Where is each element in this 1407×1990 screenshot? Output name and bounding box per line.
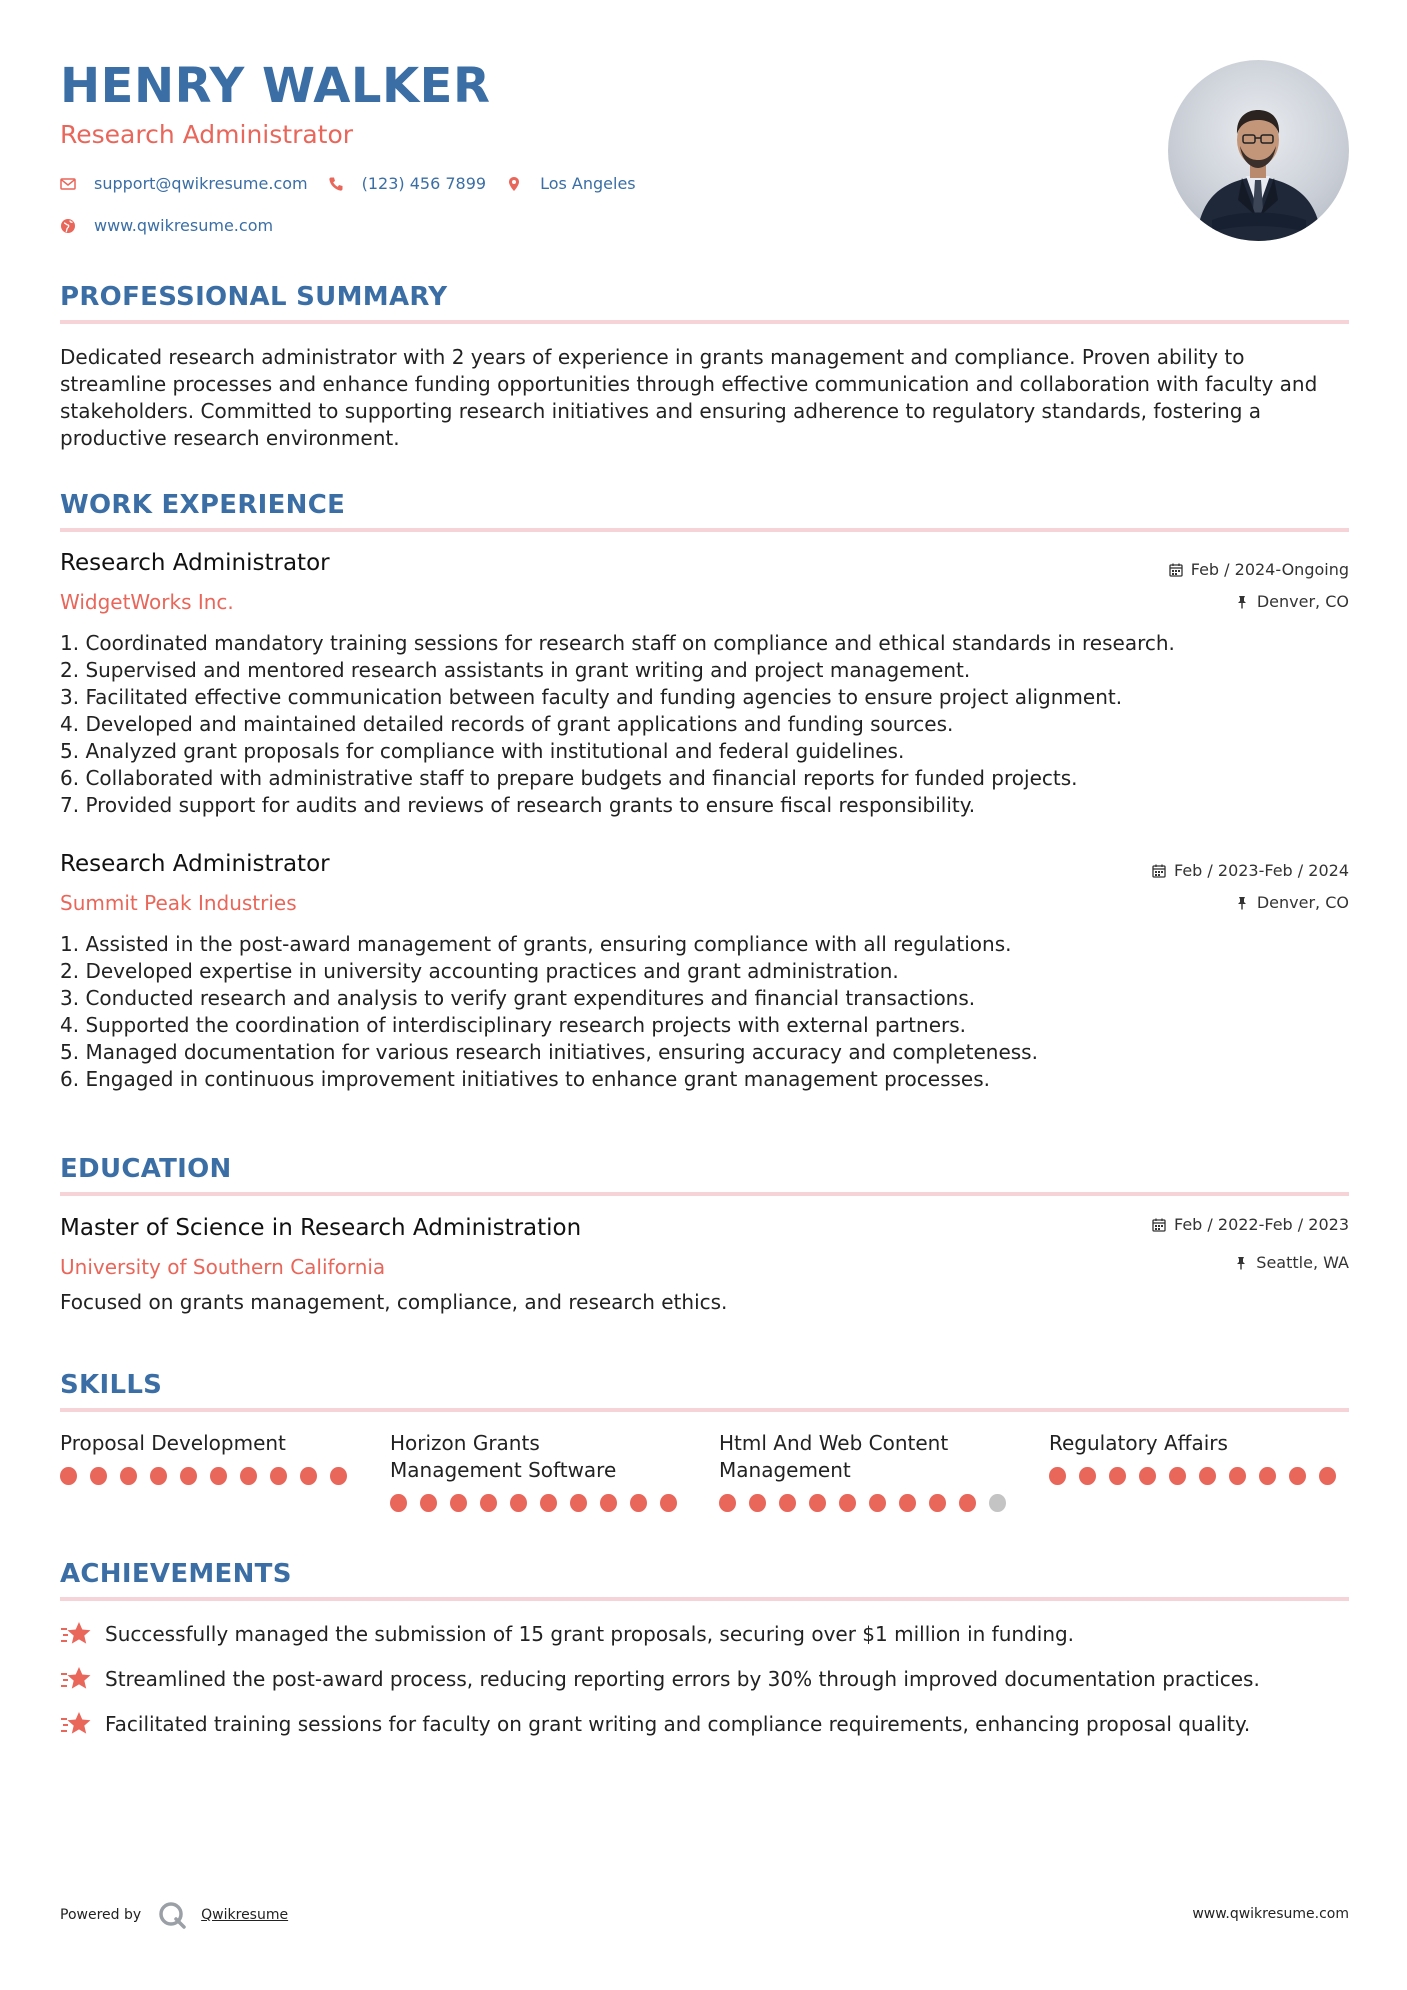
summary-text: Dedicated research administrator with 2 years of experience in grants management and compliance. Proven ability to streamline processes and enhance funding opportunities through effective communication and collaboration with faculty and stakeholders. Committed to supporting research initiatives and ensuring adherence to regulatory standards, fostering a productive research environment. <box>60 345 1318 450</box>
rating-dot-empty <box>989 1494 1006 1512</box>
portrait-image <box>1168 60 1349 241</box>
rating-dot-filled <box>660 1494 677 1512</box>
rating-dot-filled <box>450 1494 467 1512</box>
job-title: Research Administrator <box>60 851 330 877</box>
pushpin-icon <box>1235 595 1249 609</box>
education-location-text: Seattle, WA <box>1256 1253 1349 1272</box>
achievement-text: Facilitated training sessions for faculty on grant writing and compliance requirements, enhancing proposal quality. <box>105 1712 1251 1736</box>
rating-dot-filled <box>330 1467 347 1485</box>
star-icon <box>60 1665 92 1693</box>
list-item: 1. Assisted in the post-award management of grants, ensuring compliance with all regulations. <box>60 932 1012 956</box>
job-dates <box>1152 861 1349 880</box>
section-divider <box>60 1597 1349 1601</box>
rating-dot-filled <box>1289 1467 1306 1485</box>
skill-item <box>719 1430 1019 1512</box>
skills-heading: SKILLS <box>60 1370 163 1400</box>
skill-rating <box>1049 1467 1349 1485</box>
rating-dot-filled <box>809 1494 826 1512</box>
map-pin-icon <box>506 176 522 192</box>
contact-row <box>60 174 656 193</box>
section-divider <box>60 528 1349 532</box>
education-description: Focused on grants management, compliance, and research ethics. <box>60 1290 728 1314</box>
star-icon <box>60 1710 92 1738</box>
list-item: 2. Developed expertise in university accounting practices and grant administration. <box>60 959 899 983</box>
rating-dot-filled <box>570 1494 587 1512</box>
list-item: 3. Facilitated effective communication between faculty and funding agencies to ensure project alignment. <box>60 685 1123 709</box>
rating-dot-filled <box>90 1467 107 1485</box>
powered-by-label: Powered by <box>60 1907 142 1923</box>
rating-dot-filled <box>510 1494 527 1512</box>
education-dates <box>1152 1215 1349 1234</box>
achievements-heading: ACHIEVEMENTS <box>60 1559 292 1589</box>
skill-item <box>1049 1430 1349 1485</box>
list-item: 6. Collaborated with administrative staff to prepare budgets and financial reports for funded projects. <box>60 766 1078 790</box>
rating-dot-filled <box>270 1467 287 1485</box>
education-location <box>1234 1253 1349 1272</box>
contact-phone[interactable] <box>328 174 486 193</box>
rating-dot-filled <box>719 1494 736 1512</box>
section-divider <box>60 320 1349 324</box>
location-text: Los Angeles <box>540 174 636 193</box>
list-item: 2. Supervised and mentored research assistants in grant writing and project management. <box>60 658 971 682</box>
list-item: 7. Provided support for audits and reviews of research grants to ensure fiscal responsibility. <box>60 793 976 817</box>
rating-dot-filled <box>929 1494 946 1512</box>
rating-dot-filled <box>749 1494 766 1512</box>
list-item: 5. Analyzed grant proposals for compliance with institutional and federal guidelines. <box>60 739 905 763</box>
rating-dot-filled <box>210 1467 227 1485</box>
phone-icon <box>328 176 344 192</box>
summary-heading: PROFESSIONAL SUMMARY <box>60 282 448 312</box>
skill-rating <box>719 1494 1019 1512</box>
rating-dot-filled <box>1259 1467 1276 1485</box>
list-item: 3. Conducted research and analysis to verify grant expenditures and financial transactions. <box>60 986 976 1010</box>
rating-dot-filled <box>630 1494 647 1512</box>
envelope-icon <box>60 176 76 192</box>
footer-powered-by <box>60 1900 288 1930</box>
rating-dot-filled <box>1169 1467 1186 1485</box>
skill-name: Proposal Development <box>60 1431 286 1455</box>
rating-dot-filled <box>869 1494 886 1512</box>
job-title: Research Administrator <box>60 550 330 576</box>
job-company: Summit Peak Industries <box>60 891 297 915</box>
job-location <box>1235 893 1349 912</box>
list-item: 5. Managed documentation for various research initiatives, ensuring accuracy and completeness. <box>60 1040 1038 1064</box>
contact-website[interactable] <box>60 216 273 235</box>
rating-dot-filled <box>779 1494 796 1512</box>
skill-rating <box>60 1467 360 1485</box>
rating-dot-filled <box>390 1494 407 1512</box>
website-text: www.qwikresume.com <box>94 216 274 235</box>
achievement-item <box>60 1710 1250 1738</box>
rating-dot-filled <box>1229 1467 1246 1485</box>
rating-dot-filled <box>150 1467 167 1485</box>
achievement-item <box>60 1665 1260 1693</box>
section-divider <box>60 1408 1349 1412</box>
rating-dot-filled <box>300 1467 317 1485</box>
footer-url[interactable]: www.qwikresume.com <box>1192 1906 1349 1922</box>
contact-row-website <box>60 216 293 235</box>
profile-photo <box>1168 60 1349 241</box>
skill-item <box>60 1430 360 1485</box>
job-location-text: Denver, CO <box>1256 893 1349 912</box>
rating-dot-filled <box>540 1494 557 1512</box>
rating-dot-filled <box>1199 1467 1216 1485</box>
rating-dot-filled <box>480 1494 497 1512</box>
contact-email[interactable] <box>60 174 308 193</box>
rating-dot-filled <box>180 1467 197 1485</box>
list-item: 4. Developed and maintained detailed records of grant applications and funding sources. <box>60 712 954 736</box>
job-company: WidgetWorks Inc. <box>60 590 234 614</box>
star-icon <box>60 1620 92 1648</box>
email-text: support@qwikresume.com <box>94 174 308 193</box>
rating-dot-filled <box>120 1467 137 1485</box>
rating-dot-filled <box>959 1494 976 1512</box>
skill-name: Html And Web Content Management <box>719 1431 949 1482</box>
calendar-icon <box>1152 1218 1166 1232</box>
achievement-text: Successfully managed the submission of 15 grant proposals, securing over $1 million in funding. <box>105 1622 1075 1646</box>
rating-dot-filled <box>1139 1467 1156 1485</box>
contact-location <box>506 174 636 193</box>
achievement-item <box>60 1620 1074 1648</box>
rating-dot-filled <box>1049 1467 1066 1485</box>
rating-dot-filled <box>600 1494 617 1512</box>
candidate-role: Research Administrator <box>60 120 354 149</box>
list-item: 1. Coordinated mandatory training sessions for research staff on compliance and ethical standards in research. <box>60 631 1175 655</box>
job-location-text: Denver, CO <box>1256 592 1349 611</box>
rating-dot-filled <box>839 1494 856 1512</box>
globe-icon <box>60 218 76 234</box>
rating-dot-filled <box>899 1494 916 1512</box>
education-dates-text: Feb / 2022-Feb / 2023 <box>1174 1215 1349 1234</box>
job-dates-text: Feb / 2023-Feb / 2024 <box>1174 861 1349 880</box>
list-item: 4. Supported the coordination of interdisciplinary research projects with external partners. <box>60 1013 967 1037</box>
rating-dot-filled <box>1319 1467 1336 1485</box>
rating-dot-filled <box>1109 1467 1126 1485</box>
rating-dot-filled <box>240 1467 257 1485</box>
rating-dot-filled <box>60 1467 77 1485</box>
section-divider <box>60 1192 1349 1196</box>
rating-dot-filled <box>1079 1467 1096 1485</box>
pushpin-icon <box>1235 896 1249 910</box>
experience-heading: WORK EXPERIENCE <box>60 490 346 520</box>
pushpin-icon <box>1234 1256 1248 1270</box>
job-bullets <box>60 931 1349 1093</box>
skill-name: Regulatory Affairs <box>1049 1431 1228 1455</box>
list-item: 6. Engaged in continuous improvement initiatives to enhance grant management processes. <box>60 1067 991 1091</box>
rating-dot-filled <box>420 1494 437 1512</box>
phone-text: (123) 456 7899 <box>361 174 487 193</box>
job-dates-text: Feb / 2024-Ongoing <box>1190 560 1349 579</box>
job-dates <box>1169 560 1349 579</box>
school-name: University of Southern California <box>60 1255 386 1279</box>
skill-rating <box>390 1494 690 1512</box>
achievement-text: Streamlined the post-award process, reducing reporting errors by 30% through improved documentation practices. <box>105 1667 1260 1691</box>
education-heading: EDUCATION <box>60 1154 232 1184</box>
candidate-name: HENRY WALKER <box>60 58 491 114</box>
skill-name: Horizon Grants Management Software <box>390 1431 617 1482</box>
brand-link[interactable]: Qwikresume <box>201 1907 289 1923</box>
qwikresume-logo <box>157 1900 187 1930</box>
skill-item <box>390 1430 690 1512</box>
degree-title: Master of Science in Research Administration <box>60 1215 582 1241</box>
calendar-icon <box>1169 563 1183 577</box>
job-location <box>1235 592 1349 611</box>
job-bullets <box>60 630 1349 819</box>
calendar-icon <box>1152 864 1166 878</box>
